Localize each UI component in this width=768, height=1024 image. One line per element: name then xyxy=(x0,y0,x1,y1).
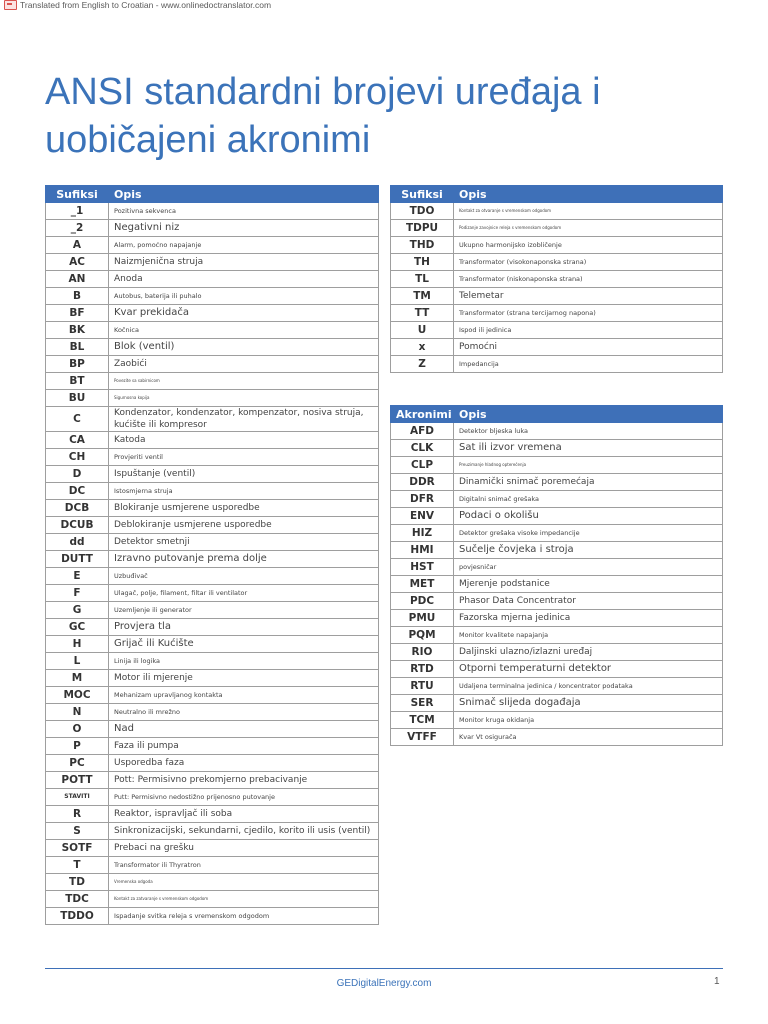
row-code-cell: C xyxy=(46,407,109,432)
row-description-cell: Otporni temperaturni detektor xyxy=(454,661,723,678)
row-code-cell: BF xyxy=(46,305,109,322)
table-row xyxy=(391,593,723,610)
row-description-cell: Fazorska mjerna jedinica xyxy=(454,610,723,627)
table-row xyxy=(46,670,379,687)
table-row xyxy=(46,789,379,806)
table-header-row xyxy=(391,406,723,423)
row-description-cell: Pott: Permisivno prekomjerno prebacivanje xyxy=(109,772,379,789)
table-row xyxy=(391,288,723,305)
row-description-cell: Dinamički snimač poremećaja xyxy=(454,474,723,491)
row-code-cell: _2 xyxy=(46,220,109,237)
row-code-cell: AFD xyxy=(391,423,454,440)
column-header-description: Opis xyxy=(454,406,723,423)
row-code-cell: TDO xyxy=(391,203,454,220)
page-title xyxy=(45,68,725,164)
row-code-cell: SOTF xyxy=(46,840,109,857)
row-description-cell: Impedancija xyxy=(454,356,723,373)
row-code-cell: TD xyxy=(46,874,109,891)
row-description-cell: Preuzimanje hladnog opterećenja xyxy=(454,457,723,474)
column-header-code: Akronimi xyxy=(391,406,454,423)
table-row xyxy=(391,610,723,627)
table-row xyxy=(391,203,723,220)
table-row xyxy=(391,322,723,339)
table-row xyxy=(46,568,379,585)
row-description-cell: Ispadanje svitka releja s vremenskom odgodom xyxy=(109,908,379,925)
row-description-cell: Usporedba faza xyxy=(109,755,379,772)
row-code-cell: MET xyxy=(391,576,454,593)
table-row xyxy=(46,823,379,840)
row-description-cell: Uzemljenje ili generator xyxy=(109,602,379,619)
table-row xyxy=(391,661,723,678)
row-description-cell: Linija ili logika xyxy=(109,653,379,670)
table-row xyxy=(391,356,723,373)
table-row xyxy=(46,432,379,449)
row-description-cell: Transformator (visokonaponska strana) xyxy=(454,254,723,271)
footer-url-text[interactable]: GEDigitalEnergy.com xyxy=(336,978,432,989)
table-row xyxy=(46,339,379,356)
row-description-cell: Faza ili pumpa xyxy=(109,738,379,755)
title-line-2: uobičajeni akronimi xyxy=(45,119,371,161)
row-code-cell: H xyxy=(46,636,109,653)
table-header-row xyxy=(46,186,379,203)
row-code-cell: P xyxy=(46,738,109,755)
row-description-cell: Uzbuđivač xyxy=(109,568,379,585)
row-code-cell: ENV xyxy=(391,508,454,525)
column-header-description: Opis xyxy=(454,186,723,203)
table-row xyxy=(46,874,379,891)
row-code-cell: PQM xyxy=(391,627,454,644)
row-description-cell: Anoda xyxy=(109,271,379,288)
row-code-cell: TM xyxy=(391,288,454,305)
row-description-cell: Kontakt za zatvaranje s vremenskom odgodom xyxy=(109,891,379,908)
row-code-cell: TH xyxy=(391,254,454,271)
row-code-cell: D xyxy=(46,466,109,483)
table-row xyxy=(46,721,379,738)
row-description-cell: Kočnica xyxy=(109,322,379,339)
table-row xyxy=(391,508,723,525)
row-code-cell: _1 xyxy=(46,203,109,220)
table-row xyxy=(46,619,379,636)
row-code-cell: HIZ xyxy=(391,525,454,542)
row-description-cell: Ukupno harmonijsko izobličenje xyxy=(454,237,723,254)
table-row xyxy=(46,517,379,534)
row-description-cell: Alarm, pomoćno napajanje xyxy=(109,237,379,254)
row-code-cell: THD xyxy=(391,237,454,254)
row-code-cell: CLK xyxy=(391,440,454,457)
row-description-cell: Transformator (niskonaponska strana) xyxy=(454,271,723,288)
table-row xyxy=(46,738,379,755)
row-code-cell: dd xyxy=(46,534,109,551)
row-description-cell: Ulagač, polje, filament, filtar ili ventilator xyxy=(109,585,379,602)
title-line-1: ANSI standardni brojevi uređaja i xyxy=(45,71,601,113)
row-code-cell: R xyxy=(46,806,109,823)
table-row xyxy=(46,636,379,653)
row-description-cell: Sigurnosna kopija xyxy=(109,390,379,407)
table-row xyxy=(391,220,723,237)
row-description-cell: Negativni niz xyxy=(109,220,379,237)
table-row xyxy=(46,840,379,857)
row-description-cell: Provjera tla xyxy=(109,619,379,636)
row-description-cell: Grijač ili Kućište xyxy=(109,636,379,653)
row-code-cell: SER xyxy=(391,695,454,712)
row-code-cell: PMU xyxy=(391,610,454,627)
table-row xyxy=(391,491,723,508)
row-description-cell: Snimač slijeda događaja xyxy=(454,695,723,712)
table-row xyxy=(391,271,723,288)
row-description-cell: Deblokiranje usmjerene usporedbe xyxy=(109,517,379,534)
row-description-cell: Mjerenje podstanice xyxy=(454,576,723,593)
table-row xyxy=(391,474,723,491)
row-description-cell: Autobus, baterija ili puhalo xyxy=(109,288,379,305)
row-description-cell: Istosmjerna struja xyxy=(109,483,379,500)
row-description-cell: Povezite sa sabirnicom xyxy=(109,373,379,390)
row-description-cell: Reaktor, ispravljač ili soba xyxy=(109,806,379,823)
row-description-cell: Digitalni snimač grešaka xyxy=(454,491,723,508)
row-code-cell: DCB xyxy=(46,500,109,517)
suffix-table-left xyxy=(45,185,379,925)
row-description-cell: Provjeriti ventil xyxy=(109,449,379,466)
row-code-cell: DUTT xyxy=(46,551,109,568)
table-row xyxy=(391,254,723,271)
table-row xyxy=(391,576,723,593)
table-row xyxy=(46,271,379,288)
table-row xyxy=(46,407,379,432)
table-row xyxy=(46,373,379,390)
table-row xyxy=(46,449,379,466)
row-code-cell: PDC xyxy=(391,593,454,610)
row-description-cell: Detektor smetnji xyxy=(109,534,379,551)
column-header-code: Sufiksi xyxy=(391,186,454,203)
row-description-cell: Blok (ventil) xyxy=(109,339,379,356)
row-code-cell: TDPU xyxy=(391,220,454,237)
table-row xyxy=(46,500,379,517)
row-code-cell: TL xyxy=(391,271,454,288)
table-row xyxy=(46,585,379,602)
row-description-cell: Neutralno ili mrežno xyxy=(109,704,379,721)
row-description-cell: Telemetar xyxy=(454,288,723,305)
row-code-cell: DFR xyxy=(391,491,454,508)
row-code-cell: BT xyxy=(46,373,109,390)
row-code-cell: Z xyxy=(391,356,454,373)
row-code-cell: HST xyxy=(391,559,454,576)
row-code-cell: DDR xyxy=(391,474,454,491)
row-code-cell: x xyxy=(391,339,454,356)
row-code-cell: CH xyxy=(46,449,109,466)
row-description-cell: Monitor kruga okidanja xyxy=(454,712,723,729)
table-row xyxy=(391,525,723,542)
row-code-cell: BU xyxy=(46,390,109,407)
row-code-cell: DCUB xyxy=(46,517,109,534)
row-code-cell: MOC xyxy=(46,687,109,704)
page-number: 1 xyxy=(714,976,720,987)
table-row xyxy=(46,288,379,305)
row-code-cell: POTT xyxy=(46,772,109,789)
footer-website-link[interactable] xyxy=(0,978,768,989)
row-description-cell: Izravno putovanje prema dolje xyxy=(109,551,379,568)
row-description-cell: Podaci o okolišu xyxy=(454,508,723,525)
table-row xyxy=(46,466,379,483)
row-code-cell: AC xyxy=(46,254,109,271)
row-description-cell: Detektor grešaka visoke impedancije xyxy=(454,525,723,542)
table-row xyxy=(46,305,379,322)
table-row xyxy=(46,772,379,789)
footer-divider xyxy=(45,968,723,969)
row-description-cell: Sat ili izvor vremena xyxy=(454,440,723,457)
row-code-cell: VTFF xyxy=(391,729,454,746)
row-description-cell: Kontakt za otvaranje s vremenskom odgodom xyxy=(454,203,723,220)
row-code-cell: B xyxy=(46,288,109,305)
suffix-table-right xyxy=(390,185,723,373)
table-row xyxy=(46,390,379,407)
table-row xyxy=(46,891,379,908)
row-code-cell: E xyxy=(46,568,109,585)
row-code-cell: T xyxy=(46,857,109,874)
row-description-cell: Phasor Data Concentrator xyxy=(454,593,723,610)
translation-banner[interactable] xyxy=(4,0,271,10)
row-description-cell: Kvar prekidača xyxy=(109,305,379,322)
row-description-cell: Naizmjenična struja xyxy=(109,254,379,271)
row-code-cell: CLP xyxy=(391,457,454,474)
row-description-cell: Kondenzator, kondenzator, kompenzator, nosiva struja, kućište ili kompresor xyxy=(109,407,379,432)
row-description-cell: Zaobići xyxy=(109,356,379,373)
table-row xyxy=(391,542,723,559)
row-description-cell: povjesničar xyxy=(454,559,723,576)
row-code-cell: M xyxy=(46,670,109,687)
table-row xyxy=(46,806,379,823)
row-description-cell: Daljinski ulazno/izlazni uređaj xyxy=(454,644,723,661)
row-description-cell: Transformator ili Thyratron xyxy=(109,857,379,874)
table-row xyxy=(46,653,379,670)
row-code-cell: AN xyxy=(46,271,109,288)
table-row xyxy=(391,678,723,695)
row-description-cell: Prebaci na grešku xyxy=(109,840,379,857)
column-header-code: Sufiksi xyxy=(46,186,109,203)
table-row xyxy=(46,254,379,271)
table-row xyxy=(391,627,723,644)
table-row xyxy=(391,729,723,746)
row-code-cell: BP xyxy=(46,356,109,373)
row-description-cell: Vremenska odgoda xyxy=(109,874,379,891)
column-header-description: Opis xyxy=(109,186,379,203)
table-row xyxy=(46,322,379,339)
row-code-cell: HMI xyxy=(391,542,454,559)
table-row xyxy=(391,237,723,254)
row-code-cell: BL xyxy=(46,339,109,356)
row-code-cell: PC xyxy=(46,755,109,772)
row-description-cell: Ispod ili jedinica xyxy=(454,322,723,339)
row-description-cell: Detektor bljeska luka xyxy=(454,423,723,440)
row-description-cell: Kvar Vt osigurača xyxy=(454,729,723,746)
table-row xyxy=(391,423,723,440)
row-code-cell: O xyxy=(46,721,109,738)
table-row xyxy=(46,483,379,500)
row-description-cell: Nad xyxy=(109,721,379,738)
row-description-cell: Transformator (strana tercijarnog napona) xyxy=(454,305,723,322)
table-row xyxy=(391,440,723,457)
row-code-cell: RTU xyxy=(391,678,454,695)
row-code-cell: L xyxy=(46,653,109,670)
table-row xyxy=(46,857,379,874)
table-row xyxy=(391,305,723,322)
row-code-cell: TT xyxy=(391,305,454,322)
row-code-cell: U xyxy=(391,322,454,339)
table-row xyxy=(46,687,379,704)
table-row xyxy=(391,644,723,661)
row-description-cell: Ispuštanje (ventil) xyxy=(109,466,379,483)
row-code-cell: S xyxy=(46,823,109,840)
row-description-cell: Blokiranje usmjerene usporedbe xyxy=(109,500,379,517)
table-row xyxy=(391,339,723,356)
row-code-cell: RTD xyxy=(391,661,454,678)
row-code-cell: BK xyxy=(46,322,109,339)
table-row xyxy=(46,356,379,373)
table-row xyxy=(391,559,723,576)
row-description-cell: Podizanje zavojnice releja s vremenskom odgodom xyxy=(454,220,723,237)
table-row xyxy=(391,695,723,712)
row-code-cell: TDDO xyxy=(46,908,109,925)
table-row xyxy=(46,704,379,721)
row-description-cell: Pomoćni xyxy=(454,339,723,356)
table-row xyxy=(46,220,379,237)
row-description-cell: Mehanizam upravljanog kontakta xyxy=(109,687,379,704)
row-description-cell: Sučelje čovjeka i stroja xyxy=(454,542,723,559)
row-code-cell: RIO xyxy=(391,644,454,661)
table-row xyxy=(391,457,723,474)
row-code-cell: CA xyxy=(46,432,109,449)
row-code-cell: STAVITI xyxy=(46,789,109,806)
banner-text[interactable]: Translated from English to Croatian - www.onlinedoctranslator.com xyxy=(20,0,272,10)
table-row xyxy=(46,908,379,925)
table-row xyxy=(46,551,379,568)
row-description-cell: Monitor kvalitete napajanja xyxy=(454,627,723,644)
row-code-cell: F xyxy=(46,585,109,602)
acronym-table xyxy=(390,405,723,746)
row-description-cell: Pozitivna sekvenca xyxy=(109,203,379,220)
table-row xyxy=(46,237,379,254)
table-header-row xyxy=(391,186,723,203)
row-description-cell: Udaljena terminalna jedinica / koncentrator podataka xyxy=(454,678,723,695)
table-row xyxy=(46,602,379,619)
row-code-cell: N xyxy=(46,704,109,721)
row-code-cell: GC xyxy=(46,619,109,636)
table-row xyxy=(46,203,379,220)
table-row xyxy=(46,534,379,551)
row-code-cell: G xyxy=(46,602,109,619)
row-description-cell: Motor ili mjerenje xyxy=(109,670,379,687)
row-code-cell: TCM xyxy=(391,712,454,729)
pdf-icon xyxy=(4,0,17,10)
table-row xyxy=(391,712,723,729)
row-description-cell: Putt: Permisivno nedostižno prijenosno putovanje xyxy=(109,789,379,806)
row-description-cell: Sinkronizacijski, sekundarni, cjedilo, korito ili usis (ventil) xyxy=(109,823,379,840)
row-code-cell: TDC xyxy=(46,891,109,908)
row-code-cell: DC xyxy=(46,483,109,500)
row-description-cell: Katoda xyxy=(109,432,379,449)
table-row xyxy=(46,755,379,772)
row-code-cell: A xyxy=(46,237,109,254)
